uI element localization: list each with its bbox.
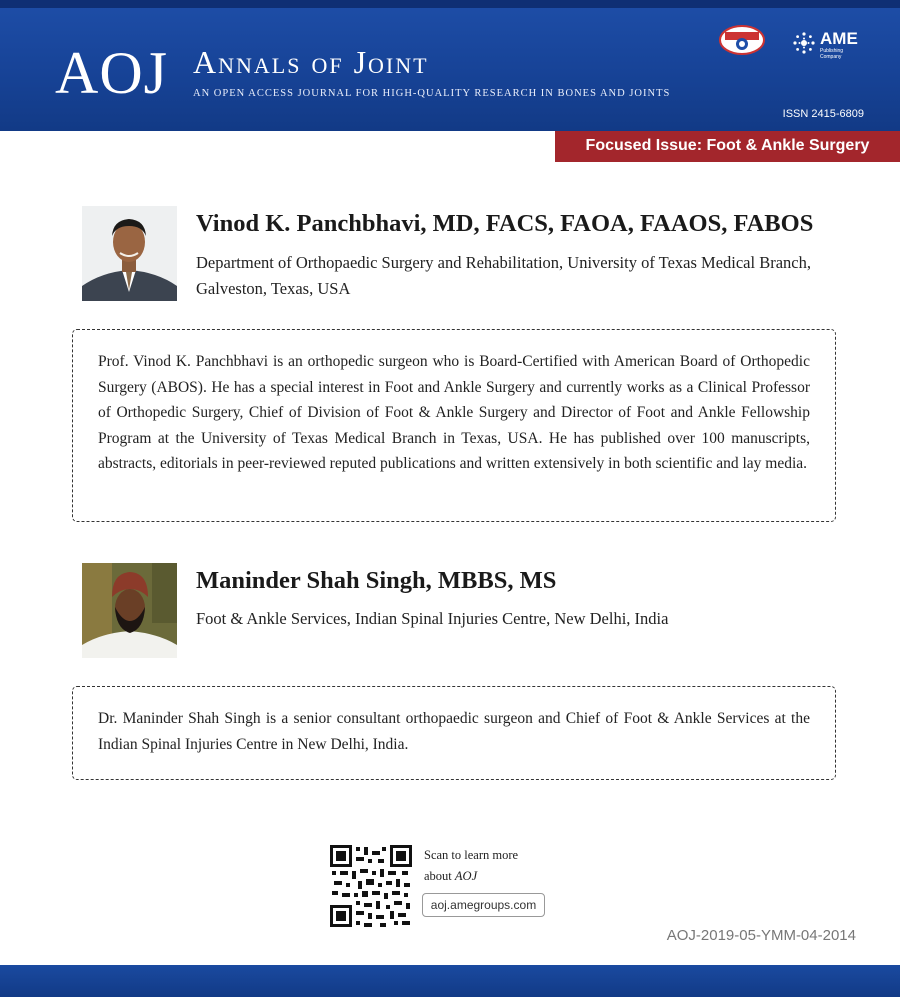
scan-line-2-journal: AOJ [454, 869, 478, 883]
header-top-stripe [0, 0, 900, 8]
journal-header [0, 0, 900, 131]
ame-publisher-logo [792, 29, 862, 60]
issn-label: ISSN 2415-6809 [782, 108, 864, 120]
author-name-2: Maninder Shah Singh, MBBS, MS [196, 567, 557, 594]
scan-instruction [424, 845, 518, 887]
journal-title: Annals of Joint [193, 44, 429, 80]
qr-code-icon[interactable] [330, 845, 412, 927]
footer-bar [0, 965, 900, 997]
journal-url-link[interactable]: aoj.amegroups.com [422, 893, 545, 917]
aoj-logo: AOJ [55, 40, 169, 106]
author-affiliation-1: Department of Orthopaedic Surgery and Rehabilitation, University of Texas Medical Branch, Galveston, Texas, USA [196, 253, 811, 298]
ame-dots-icon [792, 31, 816, 55]
ame-logo-text: AME [820, 29, 858, 48]
author-bio-2: Dr. Maninder Shah Singh is a senior consultant orthopaedic surgeon and Chief of Foot & Ankle Services at the Indian Spinal Injuries Centre in New Delhi, India. [98, 710, 810, 753]
focused-issue-banner: Focused Issue: Foot & Ankle Surgery [555, 131, 900, 162]
society-seal-icon [717, 22, 767, 56]
author-bio-box-1 [72, 329, 836, 522]
scan-line-1: Scan to learn more [424, 848, 519, 862]
document-code: AOJ-2019-05-YMM-04-2014 [666, 927, 856, 944]
author-bio-1: Prof. Vinod K. Panchbhavi is an orthopedic surgeon who is Board-Certified with American Board of Orthopedic Surgery (ABOS). He has a special interest in Foot and Ankle Surgery and currently works as a Clinical Professor of Orthopedic Surgery, Chief of Division of Foot & Ankle Surgery and Director of Foot and Ankle Fellowship Program at the University of Texas Medical Branch in Texas, USA. He has published over 100 manuscripts, abstracts, editorials in peer-reviewed reputed publications and written extensively in both scientific and lay media. [98, 353, 810, 472]
journal-subtitle: AN OPEN ACCESS JOURNAL FOR HIGH-QUALITY RESEARCH IN BONES AND JOINTS [193, 88, 671, 99]
scan-line-2-prefix: about [424, 869, 455, 883]
author-bio-box-2 [72, 686, 836, 780]
author-photo-panchbhavi [82, 206, 177, 301]
author-photo-singh [82, 563, 177, 658]
ame-logo-subtext: Publishing Company [820, 48, 844, 60]
author-affiliation-2: Foot & Ankle Services, Indian Spinal Injuries Centre, New Delhi, India [196, 609, 669, 628]
scan-line-2 [424, 866, 518, 887]
author-name-1: Vinod K. Panchbhavi, MD, FACS, FAOA, FAAOS, FABOS [196, 210, 814, 237]
